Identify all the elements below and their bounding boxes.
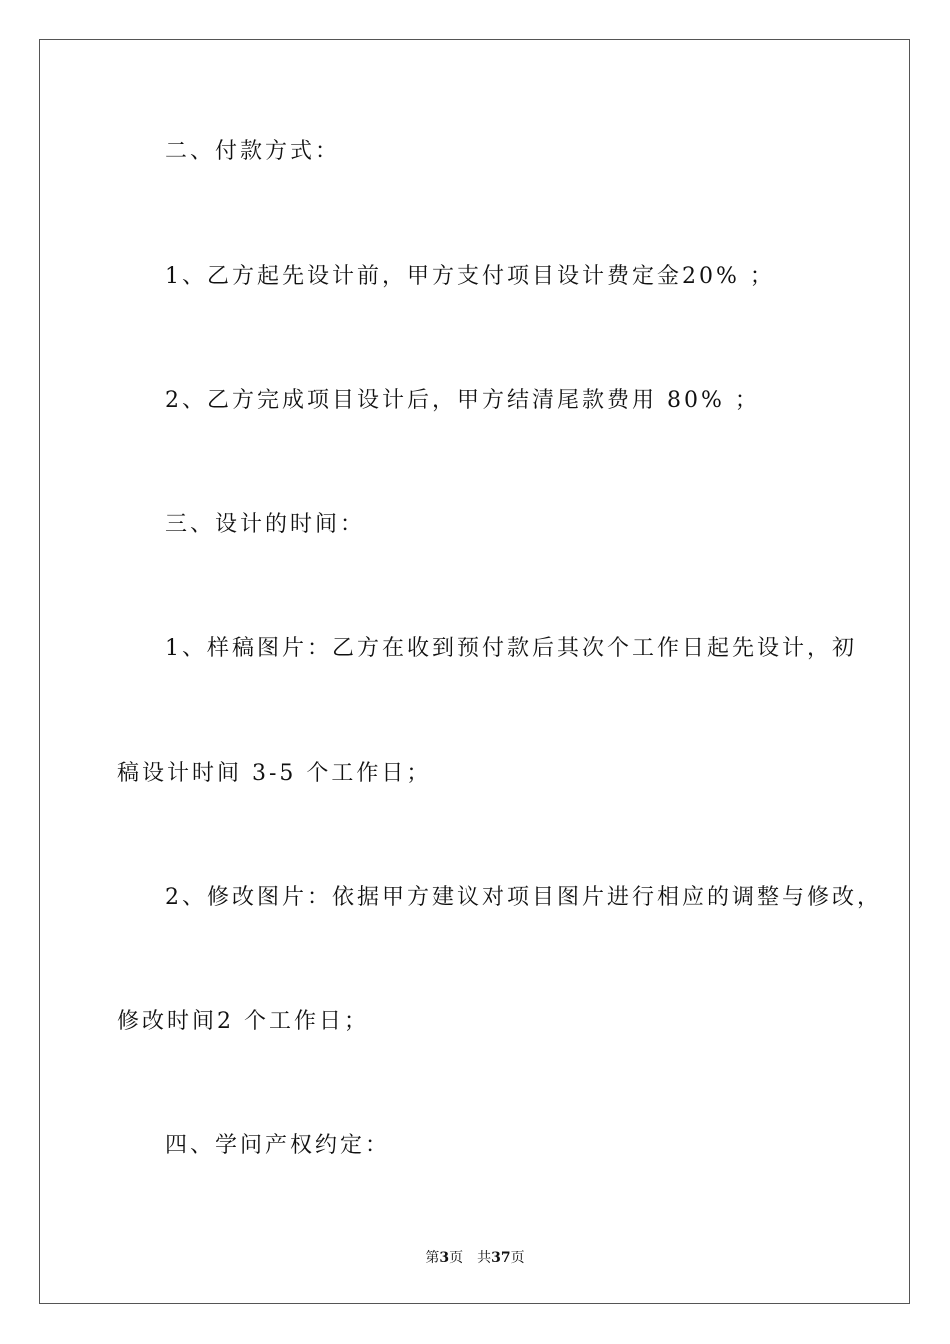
paragraph-line: 修改时间2 个工作日； bbox=[117, 1009, 369, 1034]
paragraph-line: 稿设计时间 3-5 个工作日； bbox=[117, 761, 432, 786]
paragraph-line: 2、乙方完成项目设计后，甲方结清尾款费用 80% ； bbox=[165, 388, 760, 413]
page-footer bbox=[0, 1249, 950, 1267]
section-heading-design-time: 三、设计的时间： bbox=[165, 512, 366, 537]
footer-total-suffix: 页 bbox=[510, 1250, 525, 1266]
section-heading-ip: 四、学问产权约定： bbox=[165, 1133, 391, 1158]
section-heading-payment: 二、付款方式： bbox=[165, 139, 341, 164]
footer-total-prefix: 共 bbox=[477, 1250, 492, 1266]
footer-page-prefix: 第 bbox=[425, 1250, 440, 1266]
paragraph-line: 2、修改图片：依据甲方建议对项目图片进行相应的调整与修改， bbox=[165, 885, 882, 910]
footer-total-pages: 37 bbox=[491, 1250, 511, 1266]
paragraph-line: 1、样稿图片：乙方在收到预付款后其次个工作日起先设计，初 bbox=[165, 636, 857, 661]
paragraph-line: 1、乙方起先设计前，甲方支付项目设计费定金20% ； bbox=[165, 264, 775, 289]
footer-page-number: 3 bbox=[439, 1250, 450, 1266]
footer-page-suffix: 页 bbox=[449, 1250, 464, 1266]
page-border bbox=[39, 39, 910, 1304]
